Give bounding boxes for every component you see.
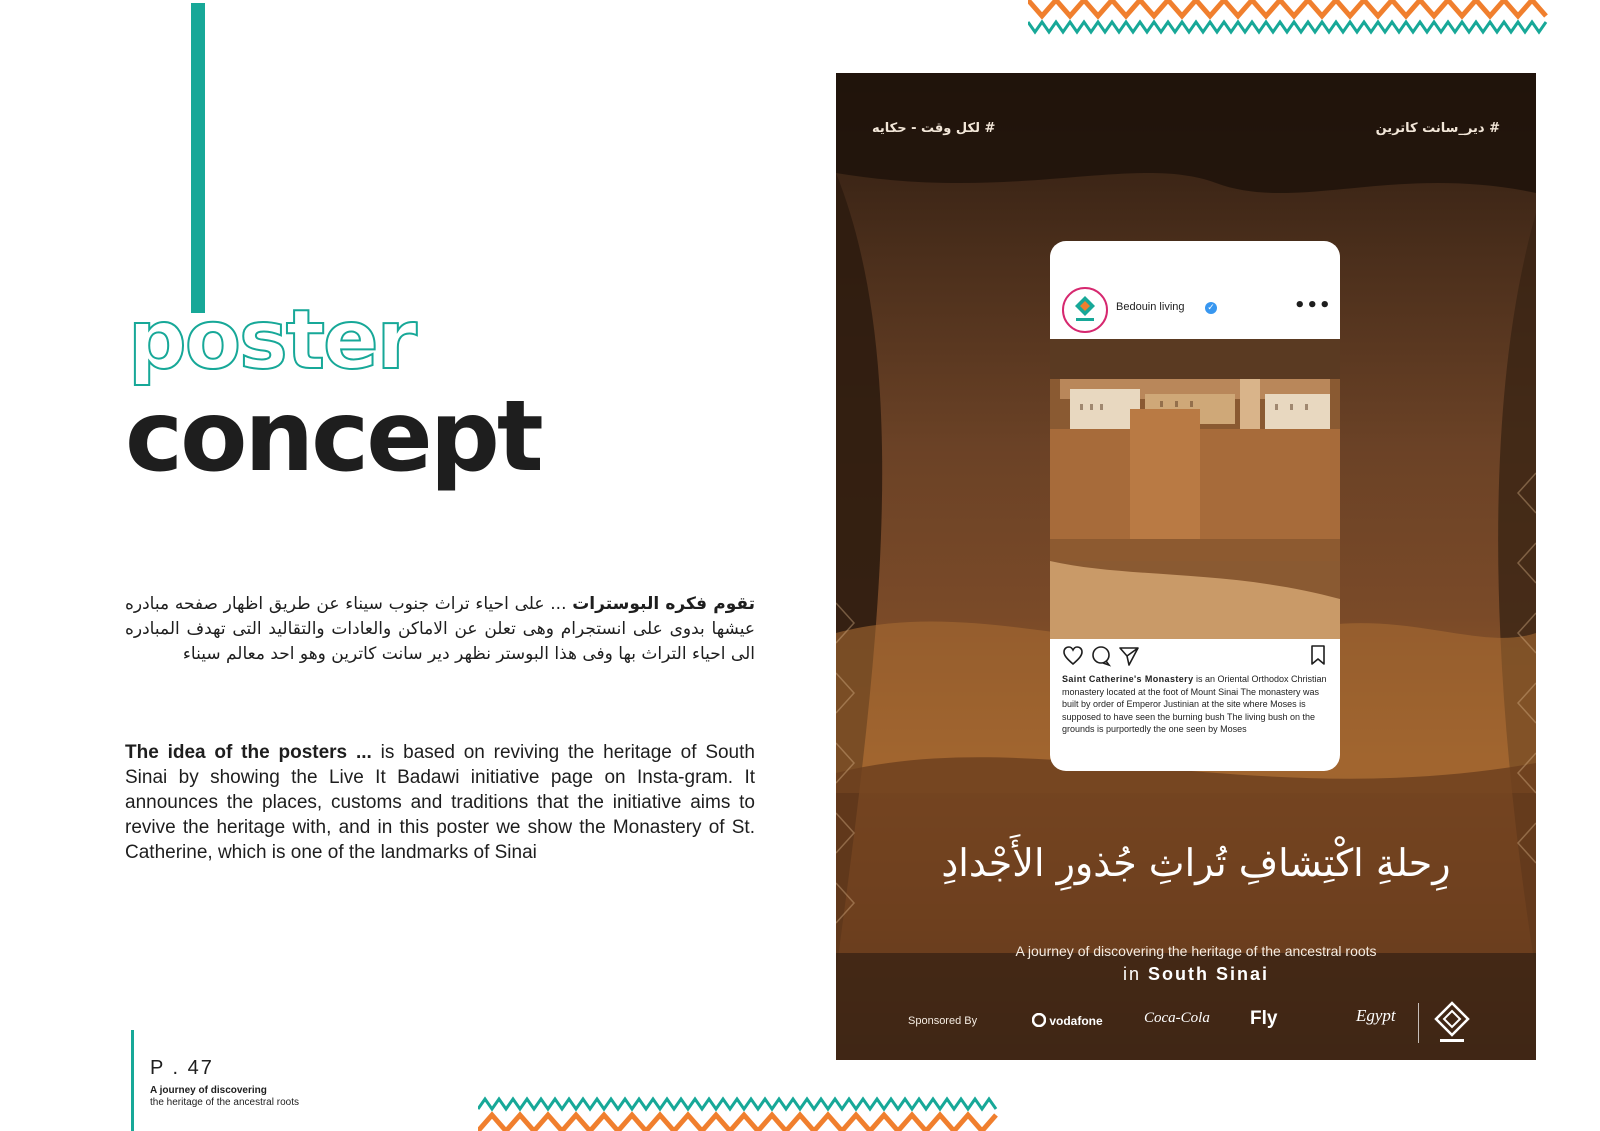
footer-tagline-1: A journey of discovering xyxy=(150,1085,267,1096)
cocacola-logo: Coca-Cola xyxy=(1144,1010,1210,1026)
poster-arabic-title: رِحلةِ اكْتِشافِ تُراثِ جُذورِ الأَجْدادِ xyxy=(941,841,1451,885)
vodafone-logo xyxy=(1032,1013,1103,1028)
poster-location-prefix: in xyxy=(1122,964,1148,984)
caption-body: is an Oriental Orthodox Christian monastery located at the foot of Mount Sinai The monastery was built by order of Emperor Justinian at the site where Moses is supposed to have seen the burning bush The living bush on the grounds is purportedly the one seen by Moses xyxy=(1062,674,1327,735)
account-name[interactable]: Bedouin living xyxy=(1116,301,1185,313)
heart-icon[interactable] xyxy=(1062,645,1084,667)
verified-badge-icon: ✓ xyxy=(1205,302,1217,314)
poster-hashtag-right: # دير_سانت كاترين xyxy=(1375,121,1500,136)
footer-tagline-2: the heritage of the ancestral roots xyxy=(150,1097,299,1108)
instagram-caption xyxy=(1062,673,1330,736)
heading-concept: concept xyxy=(125,380,541,494)
instagram-post-header xyxy=(1050,241,1340,341)
instagram-post-card xyxy=(1050,241,1340,771)
sponsored-by-label: Sponsored By xyxy=(908,1015,978,1027)
comment-icon[interactable] xyxy=(1090,645,1112,667)
poster-location-place: South Sinai xyxy=(1148,964,1269,984)
fly-logo: Fly xyxy=(1250,1008,1278,1029)
monastery-photo xyxy=(1050,339,1340,639)
vodafone-wordmark: vodafone xyxy=(1049,1014,1103,1028)
poster xyxy=(836,73,1536,1060)
poster-subtitle: A journey of discovering the heritage of the ancestral roots xyxy=(1015,943,1377,959)
arabic-paragraph-body: ... على احياء تراث جنوب سيناء عن طريق اظهار صفحه مبادره عيشها بدوى على انستجرام وهى تعلن عن الاماكن والعادات والتقاليد التى تهدف المبادره الى احياء التراث بها وفى هذا البوستر نظهر دير سانت كاترين وهو احد معالم سيناء xyxy=(125,594,755,664)
instagram-actions xyxy=(1062,643,1328,669)
english-paragraph xyxy=(125,740,755,865)
poster-hashtag-left: # لكل وقت - حكايه xyxy=(872,121,996,136)
poster-location xyxy=(936,964,1456,985)
english-paragraph-body: is based on reviving the heritage of South Sinai by showing the Live It Badawi initiative page on Insta-gram. It announces the places, customs and traditions that the initiative aims to revive the heritage with, and in this poster we show the Monastery of St. Catherine, which is one of the landmarks of Sinai xyxy=(125,742,755,863)
more-options-icon[interactable]: ••• xyxy=(1294,295,1332,316)
accent-bar xyxy=(191,3,205,313)
page-number: P . 47 xyxy=(150,1057,214,1079)
account-avatar[interactable] xyxy=(1062,287,1108,333)
bookmark-icon[interactable] xyxy=(1308,644,1328,666)
logo-divider xyxy=(1418,1003,1419,1043)
share-icon[interactable] xyxy=(1118,645,1140,667)
vodafone-icon xyxy=(1032,1013,1046,1027)
arabic-paragraph-lead: تقوم فكره البوسترات xyxy=(572,594,755,614)
zigzag-ornament-bottom xyxy=(478,1095,998,1131)
zigzag-ornament-top xyxy=(1028,0,1548,42)
egypt-logo: Egypt xyxy=(1356,1006,1396,1025)
arabic-paragraph xyxy=(125,592,755,667)
footer-bar xyxy=(131,1030,134,1131)
heading-poster: poster xyxy=(128,293,416,388)
caption-title: Saint Catherine's Monastery xyxy=(1062,674,1194,684)
english-paragraph-lead: The idea of the posters ... xyxy=(125,742,372,763)
bedouin-living-poster-logo-icon xyxy=(1432,1001,1472,1045)
bedouin-living-logo-icon xyxy=(1064,289,1106,331)
